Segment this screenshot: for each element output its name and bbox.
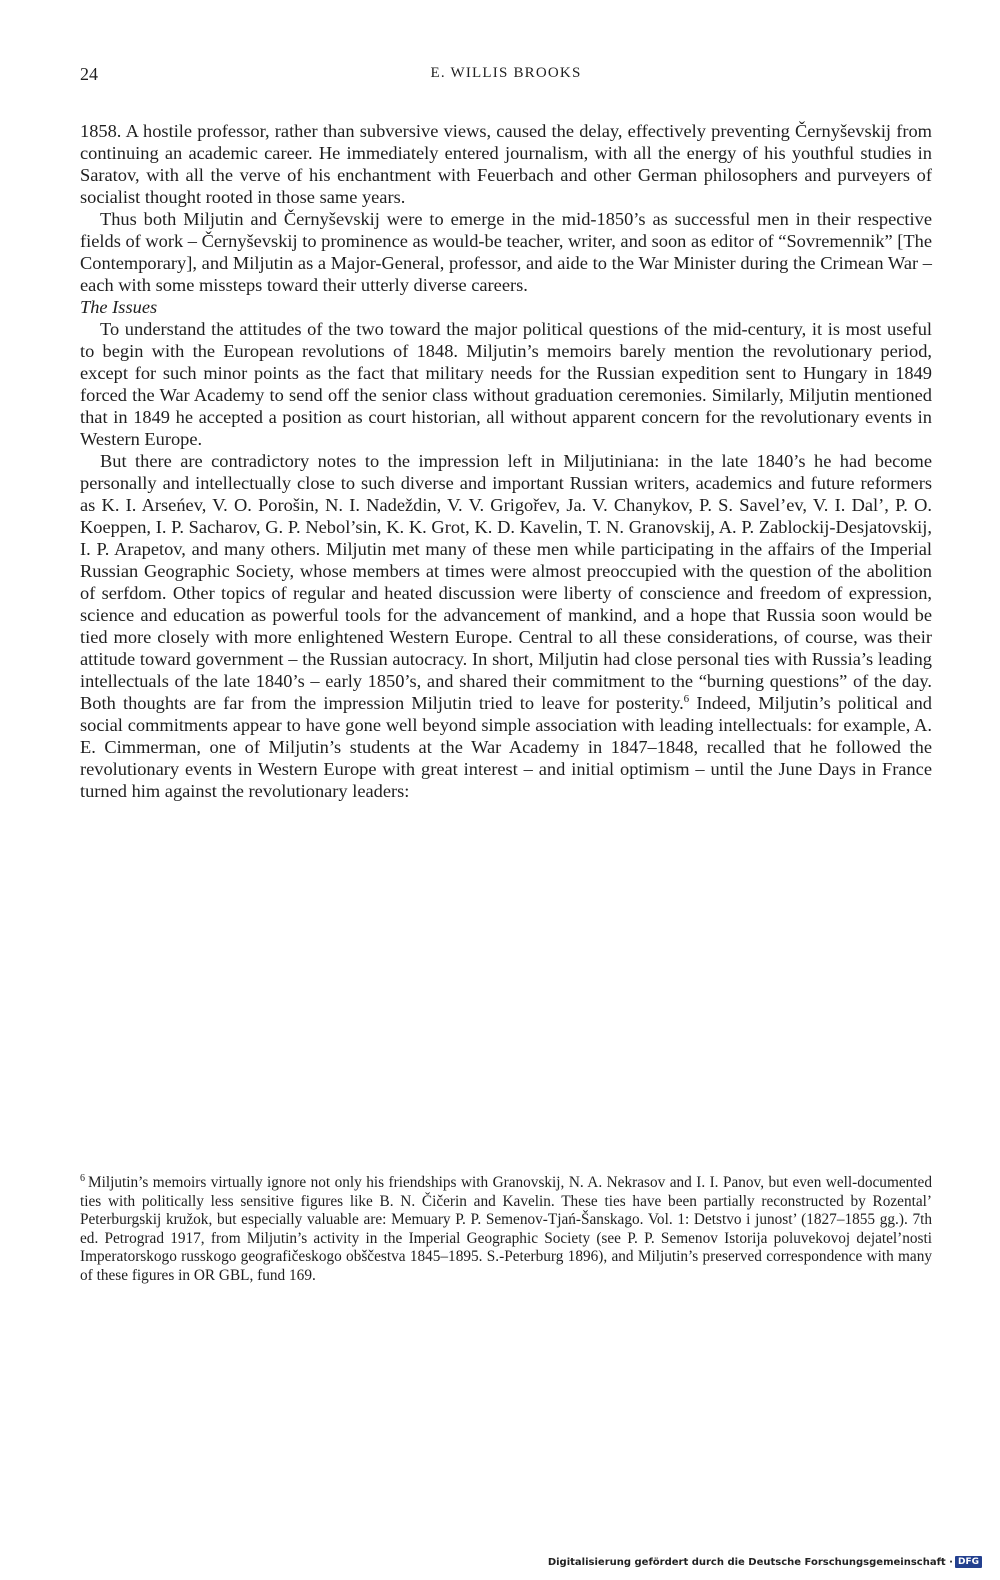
- digitization-credit: [548, 1556, 982, 1568]
- body-text: [80, 120, 932, 802]
- dfg-logo-icon: DFG: [955, 1556, 982, 1568]
- footnote-text: Miljutin’s memoirs virtually ignore not only his friendships with Granovskij, N. A. Nekrasov and I. I. Panov, but even well-documented ties with politically less sensitive figures like B. N. Čičerin and Kavelin. These ties have been partially reconstructed by Rozental’ Peterburgskij kružok, but especially valuable are: Memuary P. P. Semenov-Tjań-Šanskago. Vol. 1: Detstvo i junost’ (1827–1855 gg.). 7th ed. Petrograd 1917, from Miljutin’s activity in the Imperial Geographic Society (see P. P. Semenov Istorija poluvekovoj dejatel’nosti Imperatorskogo russkogo geografičeskogo obščestva 1845–1895. S.-Peterburg 1896), and Miljutin’s preserved correspondence with many of these figures in OR GBL, fund 169.: [80, 1174, 932, 1284]
- paragraph-4-part-a: But there are contradictory notes to the impression left in Miljutiniana: in the late 1840’s he had become personally and intellectually close to such diverse and important Russian writers, academics and future reformers as K. I. Arseńev, V. O. Porošin, N. I. Nadeždin, V. V. Grigořev, Ja. V. Chanykov, P. S. Savel’ev, V. I. Dal’, P. O. Koeppen, I. P. Sacharov, G. P. Nebol’sin, K. K. Grot, K. D. Kavelin, T. N. Granovskij, A. P. Zablockij-Desjatovskij, I. P. Arapetov, and many others. Miljutin met many of these men while participating in the affairs of the Imperial Russian Geographic Society, whose members at times were almost preoccupied with the question of the abolition of serfdom. Other topics of regular and heated discussion were liberty of conscience and freedom of expression, science and education as powerful tools for the advancement of mankind, and a hope that Russia soon would be tied more closely with more enlightened Western Europe. Central to all these considerations, of course, was their attitude toward government – the Russian autocracy. In short, Miljutin had close personal ties with Russia’s leading intellectuals of the late 1840’s – early 1850’s, and shared their commitment to the “burning questions” of the day. Both thoughts are far from the impression Miljutin tried to leave for posterity.: [80, 451, 932, 713]
- paragraph-1: 1858. A hostile professor, rather than subversive views, caused the delay, effectively preventing Černyševskij from continuing an academic career. He immediately entered journalism, with all the energy of his youthful studies in Saratov, with all the verve of his enchantment with Feuerbach and other German philosophers and purveyers of socialist thought rooted in those same years.: [80, 121, 932, 207]
- page-header: [80, 64, 932, 88]
- footnote-marker: 6: [80, 1172, 85, 1184]
- paragraph-4: [80, 450, 932, 802]
- paragraph-2: Thus both Miljutin and Černyševskij were to emerge in the mid-1850’s as successful men in their respective fields of work – Černyševskij to prominence as would-be teacher, writer, and soon as editor of “Sovremennik” [The Contemporary], and Miljutin as a Major-General, professor, and aide to the War Minister during the Crimean War – each with some missteps toward their utterly diverse careers.: [80, 209, 932, 295]
- running-head: E. WILLIS BROOKS: [430, 65, 582, 81]
- footnote-6: [80, 1174, 932, 1286]
- paragraph-3: To understand the attitudes of the two toward the major political questions of the mid-century, it is most useful to begin with the European revolutions of 1848. Miljutin’s memoirs barely mention the revolutionary period, except for such minor points as the fact that military needs for the Russian expedition sent to Hungary in 1849 forced the War Academy to send off the senior class without graduation ceremonies. Similarly, Miljutin mentioned that in 1849 he accepted a position as court historian, all without apparent concern for the revolutionary events in Western Europe.: [80, 319, 932, 449]
- page-number: 24: [80, 64, 98, 84]
- section-heading: The Issues: [80, 297, 158, 317]
- footnote-reference-6[interactable]: 6: [683, 692, 690, 705]
- paragraph-4-part-b: Indeed, Miljutin’s political and social commitments appear to have gone well beyond simple association with leading intellectuals: for example, A. E. Cimmerman, one of Miljutin’s students at the War Academy in 1847–1848, recalled that he followed the revolutionary events in Western Europe with great interest – and initial optimism – until the June Days in France turned him against the revolutionary leaders:: [80, 693, 932, 801]
- credit-text: Digitalisierung gefördert durch die Deutsche Forschungsgemeinschaft ·: [547, 1556, 953, 1568]
